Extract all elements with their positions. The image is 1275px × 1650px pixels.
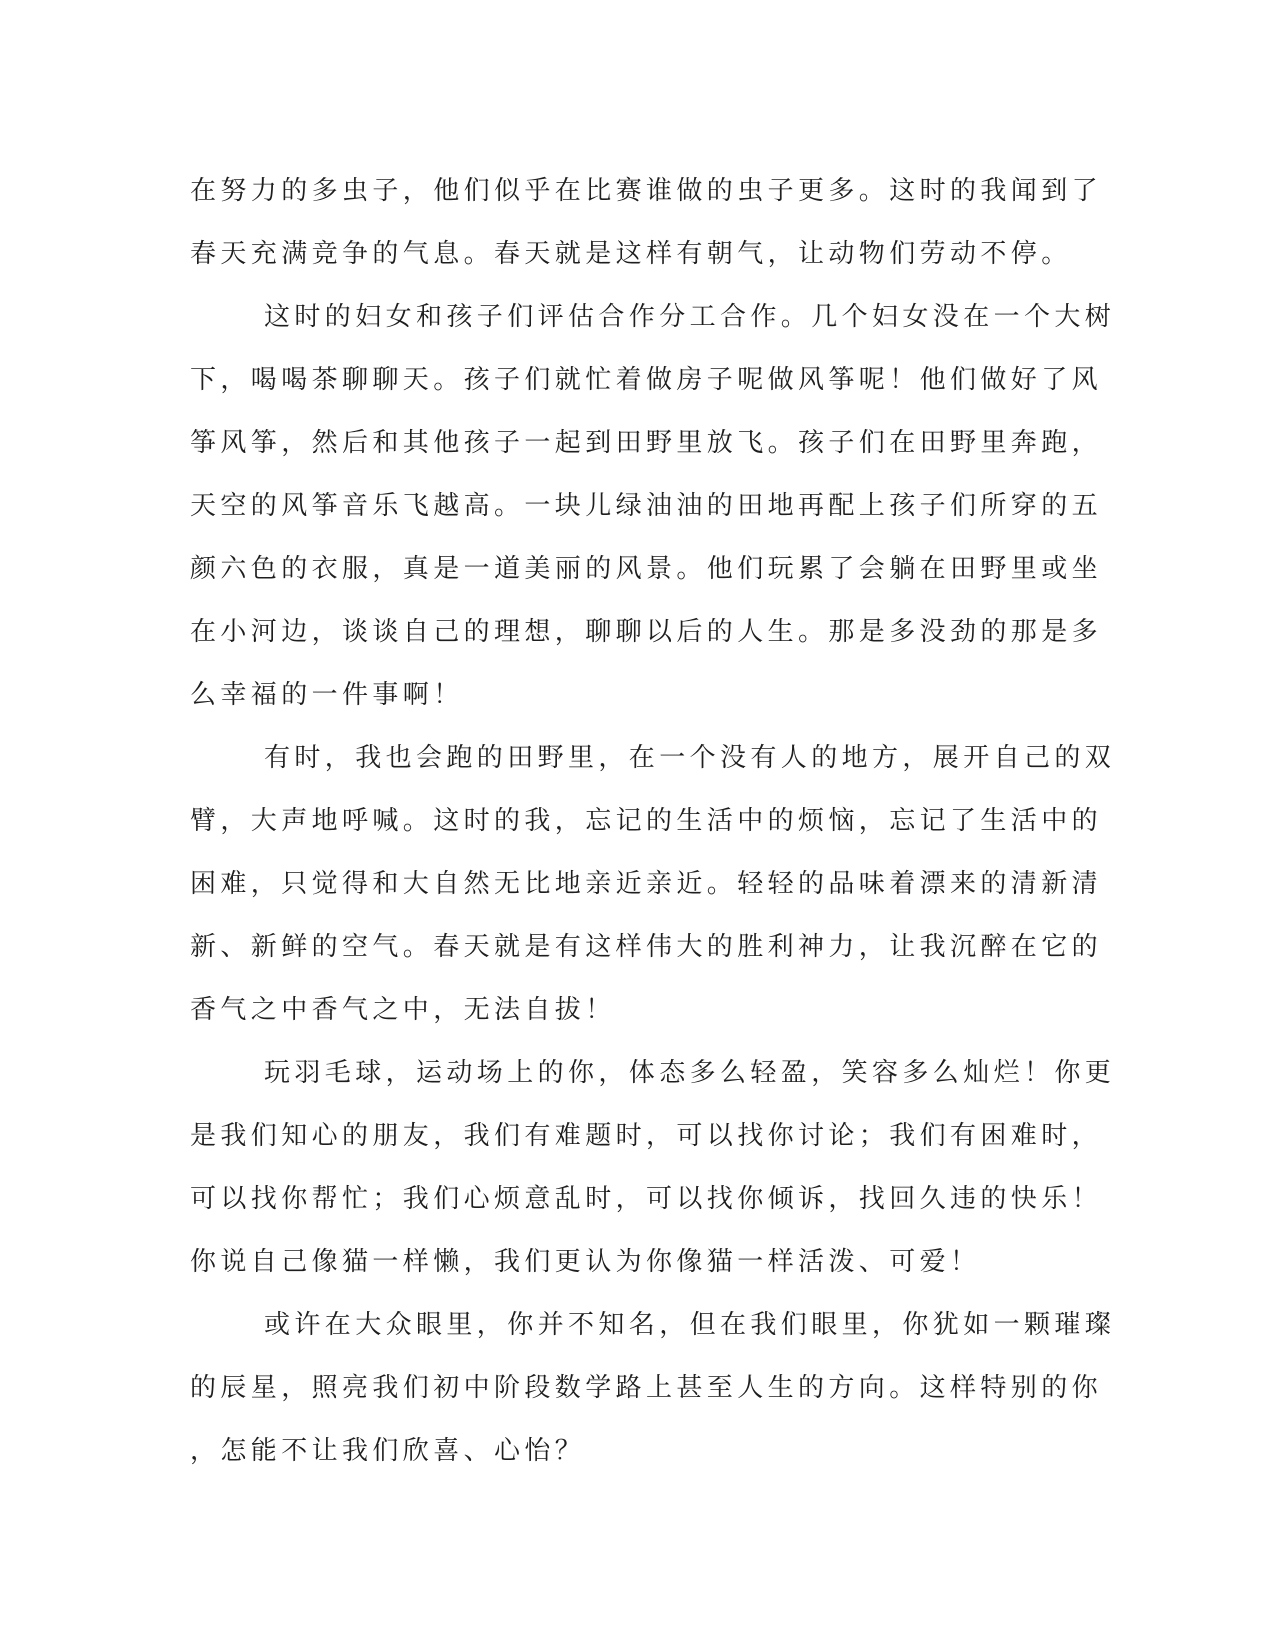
text-line: 筝风筝，然后和其他孩子一起到田野里放飞。孩子们在田野里奔跑， [190, 428, 1103, 458]
text-line: 在努力的多虫子，他们似乎在比赛谁做的虫子更多。这时的我闻到了 [190, 176, 1103, 206]
paragraph-start-line: 或许在大众眼里，你并不知名，但在我们眼里，你犹如一颗璀璨 [264, 1310, 1116, 1340]
paragraph-start-line: 玩羽毛球，运动场上的你，体态多么轻盈，笑容多么灿烂！你更 [264, 1058, 1116, 1088]
text-line: 颜六色的衣服，真是一道美丽的风景。他们玩累了会躺在田野里或坐 [190, 554, 1103, 584]
text-line: 可以找你帮忙；我们心烦意乱时，可以找你倾诉，找回久违的快乐！ [190, 1184, 1103, 1214]
text-line: 困难，只觉得和大自然无比地亲近亲近。轻轻的品味着漂来的清新清 [190, 869, 1103, 899]
text-line: ，怎能不让我们欣喜、心怡？ [190, 1436, 586, 1466]
text-line: 春天充满竞争的气息。春天就是这样有朝气，让动物们劳动不停。 [190, 239, 1072, 269]
text-line: 你说自己像猫一样懒，我们更认为你像猫一样活泼、可爱！ [190, 1247, 981, 1277]
text-line: 的辰星，照亮我们初中阶段数学路上甚至人生的方向。这样特别的你 [190, 1373, 1103, 1403]
text-line: 下，喝喝茶聊聊天。孩子们就忙着做房子呢做风筝呢！他们做好了风 [190, 365, 1103, 395]
paragraph-start-line: 这时的妇女和孩子们评估合作分工合作。几个妇女没在一个大树 [264, 302, 1116, 332]
text-line: 香气之中香气之中，无法自拔！ [190, 995, 616, 1025]
text-line: 在小河边，谈谈自己的理想，聊聊以后的人生。那是多没劲的那是多 [190, 617, 1103, 647]
text-line: 臂，大声地呼喊。这时的我，忘记的生活中的烦恼，忘记了生活中的 [190, 806, 1103, 836]
text-line: 么幸福的一件事啊！ [190, 680, 464, 710]
paragraph-start-line: 有时，我也会跑的田野里，在一个没有人的地方，展开自己的双 [264, 743, 1116, 773]
text-line: 是我们知心的朋友，我们有难题时，可以找你讨论；我们有困难时， [190, 1121, 1103, 1151]
text-line: 新、新鲜的空气。春天就是有这样伟大的胜利神力，让我沉醉在它的 [190, 932, 1103, 962]
text-line: 天空的风筝音乐飞越高。一块儿绿油油的田地再配上孩子们所穿的五 [190, 491, 1103, 521]
document-body [190, 160, 1116, 1483]
